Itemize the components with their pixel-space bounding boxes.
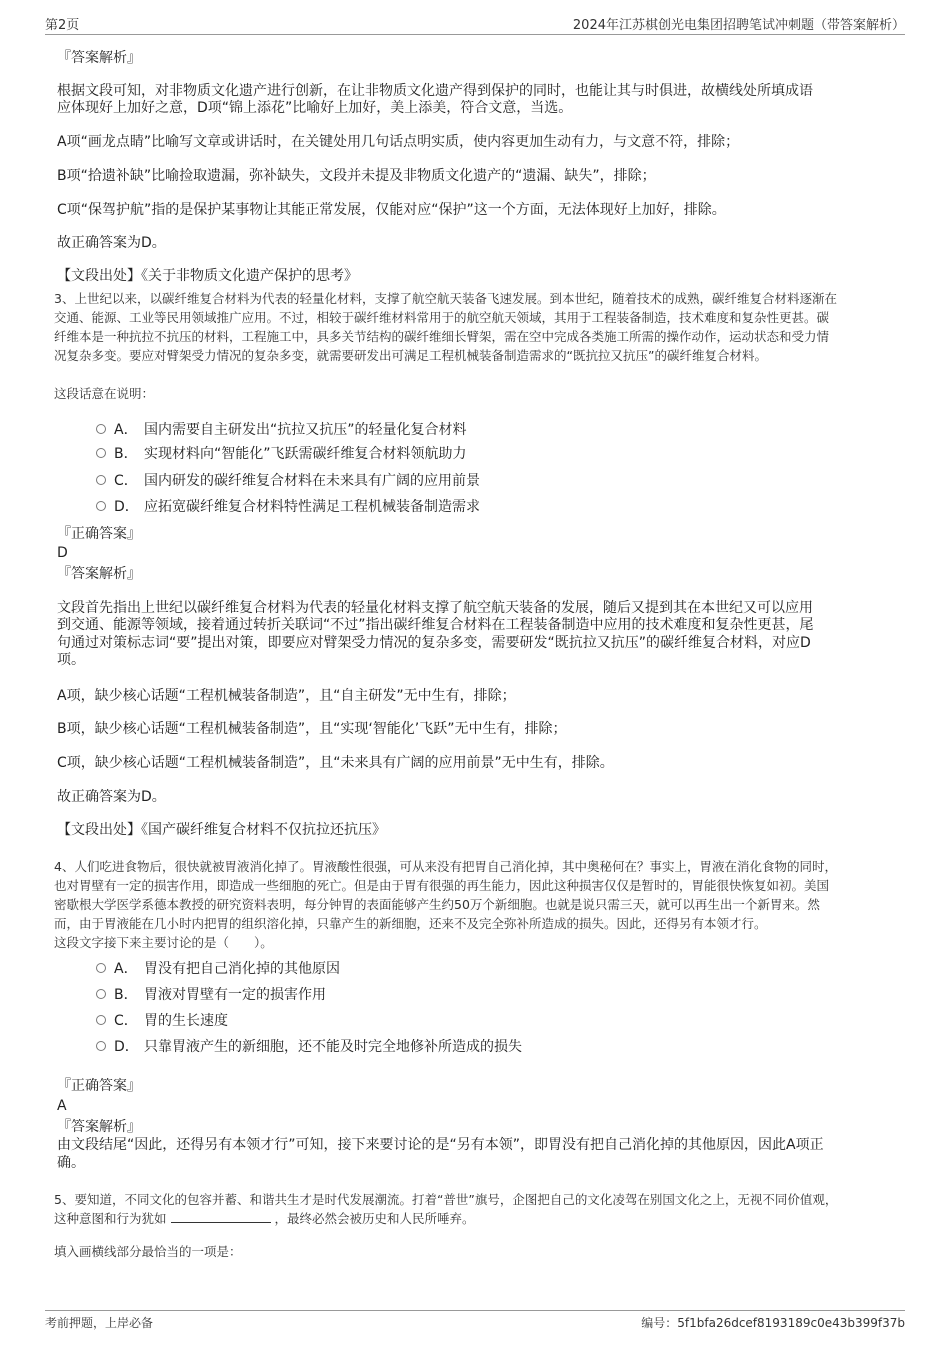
page-header — [45, 12, 905, 35]
option-d[interactable]: D． 应拓宽碳纤维复合材料特性满足工程机械装备制造需求 — [96, 498, 480, 516]
radio-icon[interactable] — [96, 501, 106, 511]
analysis-line: B项“拾遗补缺”比喻捡取遗漏，弥补缺失，文段并未提及非物质文化遗产的“遗漏、缺失”，排除； — [57, 168, 656, 184]
answer-value: D — [57, 545, 68, 561]
analysis-label: 『答案解析』 — [57, 1119, 141, 1135]
analysis-line: 文段首先指出上世纪以碳纤维复合材料为代表的轻量化材料支撑了航空航天装备的发展，随后又提到其在本世纪又可以应用 — [57, 600, 813, 616]
analysis-line: 到交通、能源等领域，接着通过转折关联词“不过”指出碳纤维复合材料在工程装备制造中应用的技术难度和复杂性更甚，尾 — [57, 617, 814, 633]
analysis-line: A项“画龙点睛”比喻写文章或讲话时，在关键处用几句话点明实质，使内容更加生动有力，与文意不符，排除； — [57, 134, 740, 150]
option-b[interactable]: B． 胃液对胃壁有一定的损害作用 — [96, 986, 326, 1004]
source-line: 【文段出处】《国产碳纤维复合材料不仅抗拉还抗压》 — [57, 822, 386, 838]
source-line: 【文段出处】《关于非物质文化遗产保护的思考》 — [57, 268, 358, 284]
question-stem-line: 而，由于胃液能在几小时内把胃的组织溶化掉，只靠产生的新细胞，还来不及完全弥补所造成的损失。因此，还得另有本领才行。 — [54, 916, 767, 931]
analysis-line: C项，缺少核心话题“工程机械装备制造”，且“未来具有广阔的应用前景”无中生有，排除。 — [57, 755, 614, 771]
option-c[interactable]: C． 国内研发的碳纤维复合材料在未来具有广阔的应用前景 — [96, 472, 480, 490]
option-a[interactable]: A． 国内需要自主研发出“抗拉又抗压”的轻量化复合材料 — [96, 421, 467, 439]
question-stem-line: 5、要知道，不同文化的包容并蓄、和谐共生才是时代发展潮流。打着“普世”旗号，企图把自己的文化凌驾在别国文化之上，无视不同价值观， — [54, 1192, 838, 1207]
question-stem-line: 这种意图和行为犹如 ，最终必然会被历史和人民所唾弃。 — [54, 1211, 475, 1226]
analysis-line: C项“保驾护航”指的是保护某事物让其能正常发展，仅能对应“保护”这一个方面，无法体现好上加好，排除。 — [57, 202, 726, 218]
analysis-line: 句通过对策标志词“要”提出对策，即要应对臂架受力情况的复杂多变，需要研发“既抗拉又抗压”的碳纤维复合材料，对应D — [57, 635, 811, 651]
question-prompt: 填入画横线部分最恰当的一项是： — [54, 1244, 242, 1259]
radio-icon[interactable] — [96, 963, 106, 973]
answer-label: 『正确答案』 — [57, 526, 141, 542]
page-footer — [45, 1310, 905, 1336]
radio-icon[interactable] — [96, 1041, 106, 1051]
option-a[interactable]: A． 胃没有把自己消化掉的其他原因 — [96, 960, 340, 978]
radio-icon[interactable] — [96, 424, 106, 434]
question-stem-line: 纤维本是一种抗拉不抗压的材料，工程施工中，具多关节结构的碳纤维细长臂架，需在空中完成各类施工所需的操作动作，运动状态和受力情 — [54, 329, 830, 344]
analysis-line: 应体现好上加好之意，D项“锦上添花”比喻好上加好，美上添美，符合文意，当选。 — [57, 100, 573, 116]
question-stem-line: 交通、能源、工业等民用领域推广应用。不过，相较于碳纤维材料常用于的航空航天领域，其用于工程装备制造，技术难度和复杂性更甚。碳 — [54, 310, 830, 325]
analysis-label: 『答案解析』 — [57, 566, 141, 582]
radio-icon[interactable] — [96, 448, 106, 458]
radio-icon[interactable] — [96, 475, 106, 485]
analysis-label: 『答案解析』 — [57, 50, 141, 66]
question-prompt: 这段话意在说明： — [54, 386, 155, 401]
question-prompt: 这段文字接下来主要讨论的是（ ）。 — [54, 935, 273, 950]
analysis-line: 项。 — [57, 652, 85, 668]
analysis-line: A项，缺少核心话题“工程机械装备制造”，且“自主研发”无中生有，排除； — [57, 688, 516, 704]
question-stem-line: 4、人们吃进食物后，很快就被胃液消化掉了。胃液酸性很强，可从来没有把胃自己消化掉，其中奥秘何在？事实上，胃液在消化食物的同时， — [54, 859, 837, 874]
radio-icon[interactable] — [96, 1015, 106, 1025]
question-stem-line: 密歇根大学医学系德本教授的研究资料表明，每分钟胃的表面能够产生约50万个新细胞。也就是说只需三天，就可以再生出一个新胃来。然 — [54, 897, 820, 912]
analysis-line: 确。 — [57, 1155, 85, 1171]
document-id: 编号：5f1bfa26dcef8193189c0e43b399f37b — [641, 1316, 905, 1330]
analysis-line: 故正确答案为D。 — [57, 789, 166, 805]
question-stem-line: 况复杂多变。要应对臂架受力情况的复杂多变，就需要研发出可满足工程机械装备制造需求的“既抗拉又抗压”的碳纤维复合材料。 — [54, 348, 767, 363]
analysis-line: 由文段结尾“因此，还得另有本领才行”可知，接下来要讨论的是“另有本领”，即胃没有把自己消化掉的其他原因，因此A项正 — [57, 1137, 824, 1153]
page-number: 第2页 — [45, 18, 80, 33]
question-stem-line: 也对胃壁有一定的损害作用，即造成一些细胞的死亡。但是由于胃有很强的再生能力，因此这种损害仅仅是暂时的，胃能很快恢复如初。美国 — [54, 878, 830, 893]
analysis-line: B项，缺少核心话题“工程机械装备制造”，且“实现‘智能化’飞跃”无中生有，排除； — [57, 721, 567, 737]
footer-slogan: 考前押题，上岸必备 — [45, 1316, 154, 1330]
document-title: 2024年江苏棋创光电集团招聘笔试冲刺题（带答案解析） — [572, 18, 905, 33]
answer-label: 『正确答案』 — [57, 1078, 141, 1094]
option-b[interactable]: B． 实现材料向“智能化”飞跃需碳纤维复合材料领航助力 — [96, 445, 467, 463]
option-c[interactable]: C． 胃的生长速度 — [96, 1012, 228, 1030]
question-stem-line: 3、上世纪以来，以碳纤维复合材料为代表的轻量化材料，支撑了航空航天装备飞速发展。到本世纪，随着技术的成熟，碳纤维复合材料逐渐在 — [54, 291, 837, 306]
fill-blank — [171, 1210, 271, 1223]
analysis-line: 故正确答案为D。 — [57, 235, 166, 251]
analysis-line: 根据文段可知，对非物质文化遗产进行创新，在让非物质文化遗产得到保护的同时，也能让其与时俱进，故横线处所填成语 — [57, 83, 813, 99]
option-d[interactable]: D． 只靠胃液产生的新细胞，还不能及时完全地修补所造成的损失 — [96, 1038, 522, 1056]
answer-value: A — [57, 1098, 67, 1114]
radio-icon[interactable] — [96, 989, 106, 999]
